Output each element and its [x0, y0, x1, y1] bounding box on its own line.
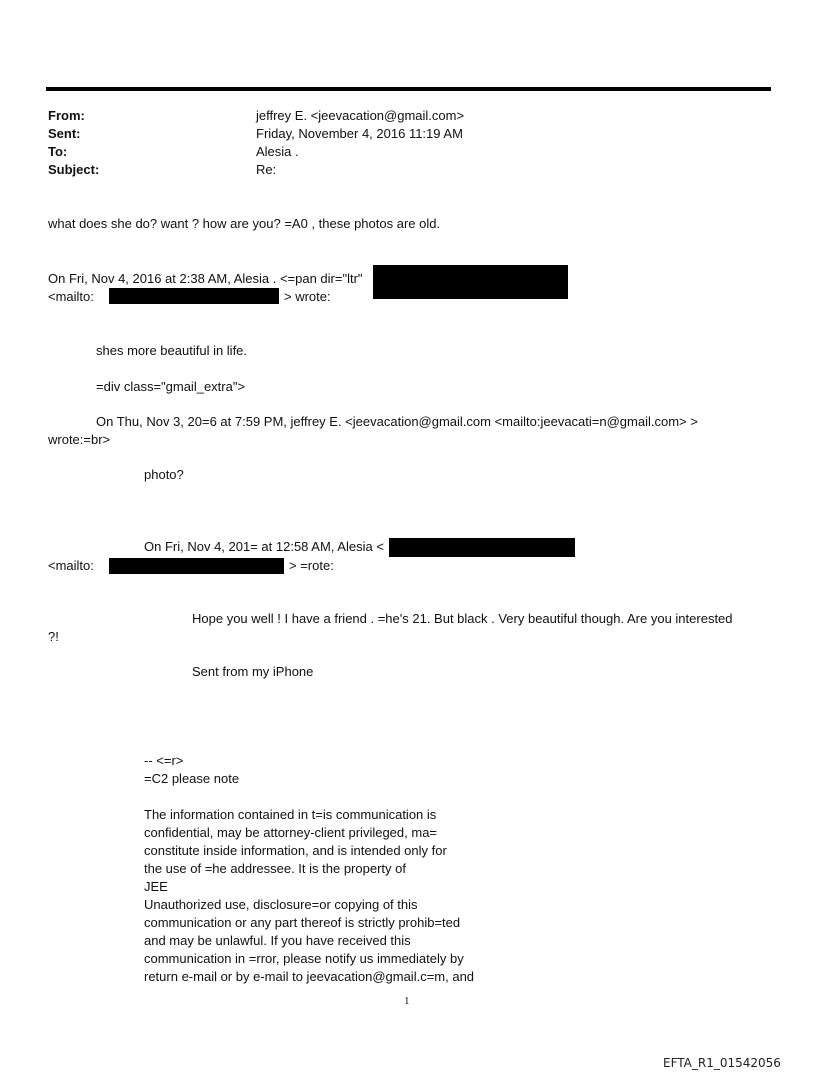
reply-text: what does she do? want ? how are you? =A0 , these photos are old. — [48, 216, 441, 231]
sent-value: Friday, November 4, 2016 11:19 AM — [256, 126, 463, 141]
quote1-text: shes more beautiful in life. — [96, 343, 248, 358]
to-label: To: — [48, 144, 68, 159]
subject-label: Subject: — [48, 162, 100, 177]
signature-note: =C2 please note — [144, 771, 240, 786]
quote1-div: =div class="gmail_extra"> — [96, 379, 246, 394]
disclaimer-line: communication or any part thereof is strictly prohib=ted — [144, 915, 461, 930]
from-value: jeffrey E. <jeevacation@gmail.com> — [256, 108, 465, 123]
disclaimer-line: the use of =he addressee. It is the property of — [144, 861, 406, 876]
subject-value: Re: — [256, 162, 277, 177]
redaction-box — [109, 558, 284, 574]
disclaimer-line: JEE — [144, 879, 168, 894]
quote3-sent-from: Sent from my iPhone — [192, 664, 314, 679]
redaction-box — [389, 538, 575, 557]
sent-label: Sent: — [48, 126, 81, 141]
document-id: EFTA_R1_01542056 — [663, 1056, 781, 1070]
disclaimer-line: constitute inside information, and is intended only for — [144, 843, 447, 858]
disclaimer-line: The information contained in t=is communication is — [144, 807, 437, 822]
redaction-box — [109, 288, 279, 304]
disclaimer-line: and may be unlawful. If you have received this — [144, 933, 411, 948]
to-value: Alesia . — [256, 144, 299, 159]
header-rule — [46, 87, 771, 91]
quote3-line1: On Fri, Nov 4, 201= at 12:58 AM, Alesia < — [144, 539, 384, 554]
quote1-line1: On Fri, Nov 4, 2016 at 2:38 AM, Alesia . <=pan dir="ltr" — [48, 271, 363, 286]
redaction-box — [373, 265, 568, 299]
quote1-line2-end: > wrote: — [284, 289, 331, 304]
page-number: 1 — [404, 995, 410, 1007]
quote3-line2-end: > =rote: — [289, 558, 334, 573]
disclaimer-line: confidential, may be attorney-client privileged, ma= — [144, 825, 438, 840]
from-label: From: — [48, 108, 85, 123]
quote2-line2: wrote:=br> — [48, 432, 111, 447]
quote2-line1: On Thu, Nov 3, 20=6 at 7:59 PM, jeffrey E. <jeevacation@gmail.com <mailto:jeevacati=n@gmail.com> > — [96, 414, 698, 429]
quote2-text: photo? — [144, 467, 184, 482]
disclaimer-line: Unauthorized use, disclosure=or copying of this — [144, 897, 418, 912]
quote3-text: Hope you well ! I have a friend . =he's 21. But black . Very beautiful though. Are you interested — [192, 611, 733, 626]
signature-separator: -- <=r> — [144, 753, 184, 768]
quote3-line2-start: <mailto: — [48, 558, 94, 573]
quote1-line2-start: <mailto: — [48, 289, 94, 304]
disclaimer-line: communication in =rror, please notify us immediately by — [144, 951, 464, 966]
quote3-text-cont: ?! — [48, 629, 59, 644]
disclaimer-line: return e-mail or by e-mail to jeevacation@gmail.c=m, and — [144, 969, 475, 984]
